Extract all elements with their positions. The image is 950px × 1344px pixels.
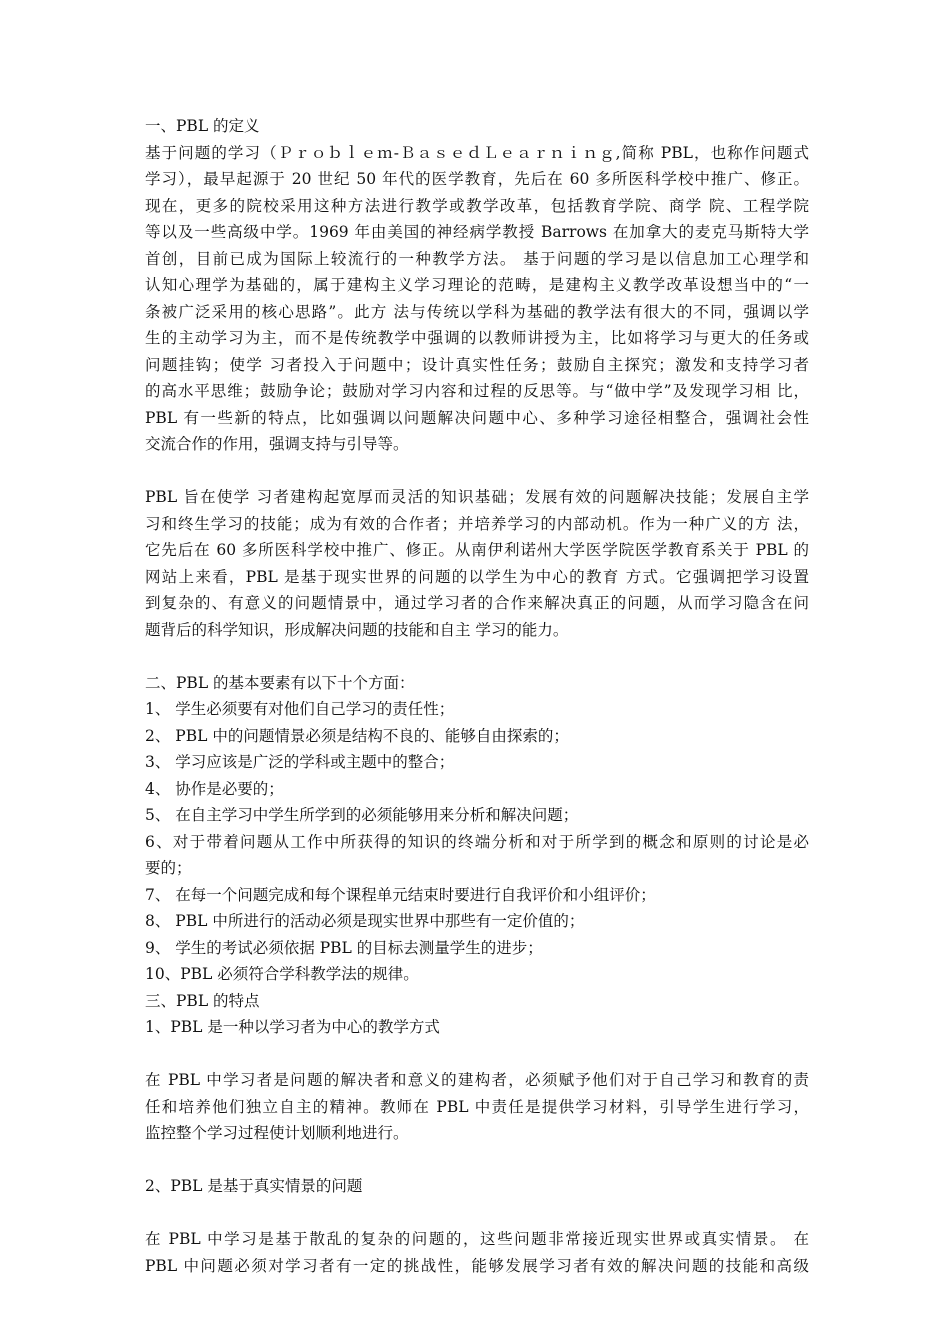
section-heading: 二、PBL 的基本要素有以下十个方面： [145,673,415,692]
text-line: PBL 中问题必须对学习者有一定的挑战性，能够发展学习者有效的解决问题的技能和高级 [145,1256,809,1275]
list-item: 4、 协作是必要的； [145,779,284,798]
paragraph [145,140,809,458]
list-item: 1、 学生必须要有对他们自己学习的责任性； [145,700,455,718]
list-item: 9、 学生的考试必须依据 PBL 的目标去测量学生的进步； [145,938,543,957]
subheading: 2、PBL 是基于真实情景的问题 [145,1177,363,1195]
list-item: 8、 PBL 中所进行的活动必须是现实世界中那些有一定价值的； [145,912,585,930]
text-line: 现在，更多的院校采用这种方法进行教学或教学改革，包括教育学院、商学 院、工程学院 [145,196,809,215]
text-line: PBL 旨在使学 习者建构起宽厚而灵活的知识基础；发展有效的问题解决技能；发展自主学 [145,488,809,506]
list-item: 10、PBL 必须符合学科教学法的规律。 [145,965,419,983]
text-line: 交流合作的作用，强调支持与引导等。 [145,435,409,453]
text-line: 学习），最早起源于 20 世纪 50 年代的医学教育，先后在 60 多所医科学校中推广、修正。 [145,170,809,188]
paragraph [145,1226,809,1279]
paragraph [145,484,809,643]
text-line: 问题挂钩；使学 习者投入于问题中；设计真实性任务；鼓励自主探究；激发和支持学习者 [145,355,809,374]
text-line: 任和培养他们独立自主的精神。教师在 PBL 中责任是提供学习材料，引导学生进行学习， [145,1097,809,1116]
text-line: 认知心理学为基础的，属于建构主义学习理论的范畴，是建构主义教学改革设想当中的“一 [145,276,809,294]
document-body [145,113,809,1279]
list-item: 5、 在自主学习中学生所学到的必须能够用来分析和解决问题； [145,806,579,824]
text-line: 首创，目前已成为国际上较流行的一种教学方法。 基于问题的学习是以信息加工心理学和 [145,249,809,268]
text-line: 在 PBL 中学习者是问题的解决者和意义的建构者，必须赋予他们对于自己学习和教育的责 [145,1071,809,1089]
element-list [145,696,809,988]
text-line: 基于问题的学习（Ｐｒｏｂｌｅｍ-ＢａｓｅｄＬｅａｒｎｉｎｇ,简称 PBL，也称作问题式 [145,143,809,162]
text-line: 题背后的科学知识，形成解决问题的技能和自主 学习的能力。 [145,620,569,639]
list-item: 2、 PBL 中的问题情景必须是结构不良的、能够自由探索的； [145,726,569,745]
text-line: 生的主动学习为主，而不是传统教学中强调的以教师讲授为主，比如将学习与更大的任务或 [145,329,809,347]
text-line: 监控整个学习过程使计划顺利地进行。 [145,1124,409,1142]
section-heading: 一、PBL 的定义 [145,117,260,135]
text-line: 在 PBL 中学习是基于散乱的复杂的问题的，这些问题非常接近现实世界或真实情景。 在 [145,1230,809,1248]
text-line: 条被广泛采用的核心思路”。此方 法与传统以学科为基础的教学法有很大的不同，强调以学 [145,302,809,321]
list-item: 6、对于带着问题从工作中所获得的知识的终端分析和对于所学到的概念和原则的讨论是必 [145,832,809,851]
text-line: 到复杂的、有意义的问题情景中，通过学习者的合作来解决真正的问题，从而学习隐含在问 [145,594,809,612]
section-heading: 三、PBL 的特点 [145,991,260,1010]
text-line: 习和终生学习的技能；成为有效的合作者；并培养学习的内部动机。作为一种广义的方 法， [145,514,809,533]
text-line: 等以及一些高级中学。1969 年由美国的神经病学教授 Barrows 在加拿大的麦克马斯特大学 [145,223,809,241]
list-item: 要的； [145,859,192,877]
text-line: PBL 有一些新的特点，比如强调以问题解决问题中心、多种学习途径相整合，强调社会性 [145,408,809,427]
list-item: 7、 在每一个问题完成和每个课程单元结束时要进行自我评价和小组评价； [145,885,656,904]
list-item: 3、 学习应该是广泛的学科或主题中的整合； [145,753,455,771]
text-line: 网站上来看，PBL 是基于现实世界的问题的以学生为中心的教育 方式。它强调把学习设置 [145,567,809,586]
paragraph [145,1067,809,1147]
text-line: 的高水平思维；鼓励争论；鼓励对学习内容和过程的反思等。与“做中学”及发现学习相 比， [145,382,809,400]
subheading: 1、PBL 是一种以学习者为中心的教学方式 [145,1018,440,1036]
text-line: 它先后在 60 多所医科学校中推广、修正。从南伊利诺州大学医学院医学教育系关于 PBL 的 [145,541,809,559]
